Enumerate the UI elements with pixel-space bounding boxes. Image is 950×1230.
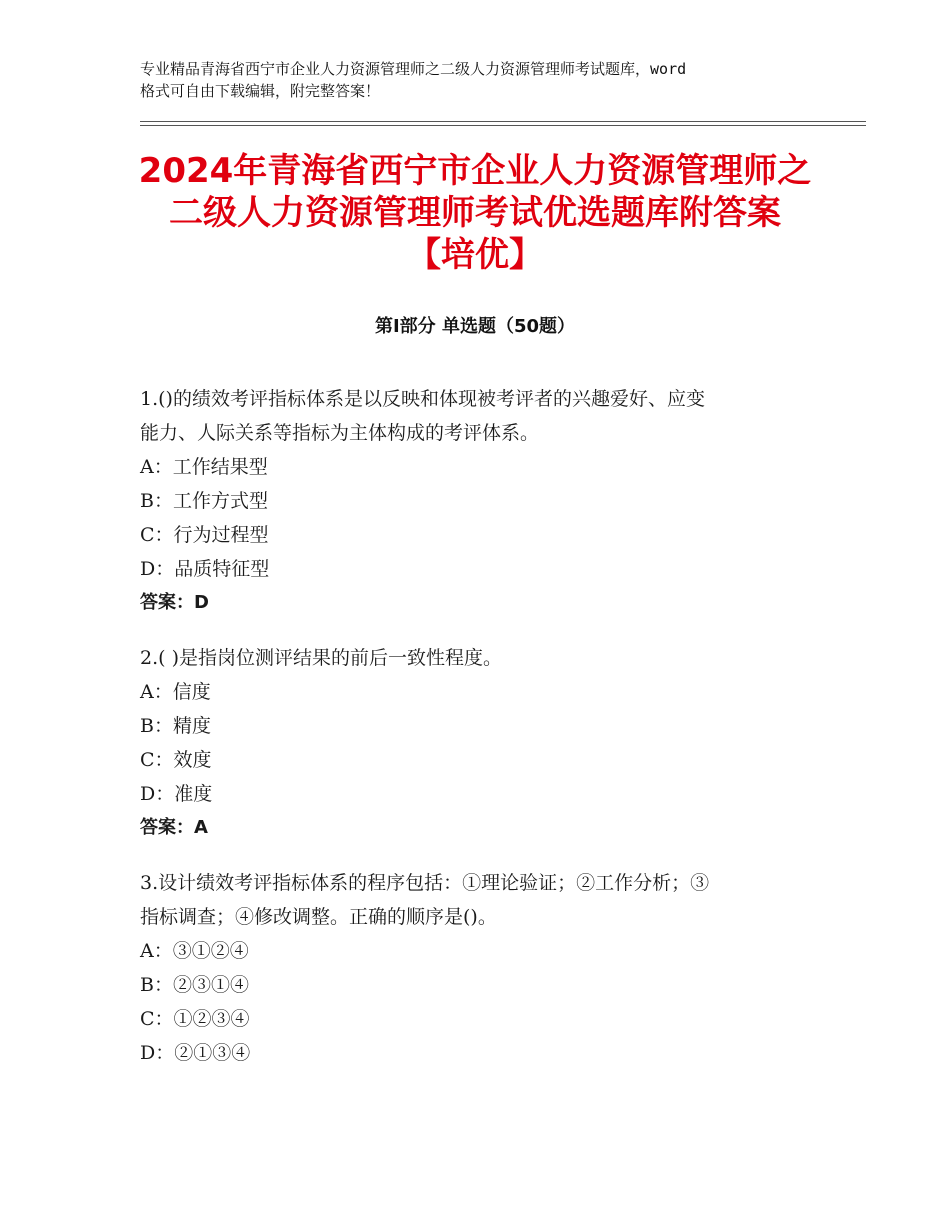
section-title: 第Ⅰ部分 单选题（50题） bbox=[374, 316, 575, 337]
question-1-option-d: D：品质特征型 bbox=[140, 558, 270, 580]
question-list bbox=[140, 382, 820, 1091]
question-3-option-a: A：③①②④ bbox=[140, 940, 249, 962]
question-1 bbox=[140, 382, 820, 620]
question-2-option-c: C：效度 bbox=[140, 749, 212, 771]
header-divider-top bbox=[140, 121, 866, 122]
question-2-option-a: A：信度 bbox=[140, 681, 211, 703]
header-note-line-1: 专业精品青海省西宁市企业人力资源管理师之二级人力资源管理师考试题库，word bbox=[140, 60, 687, 78]
question-1-option-b: B：工作方式型 bbox=[140, 490, 268, 512]
header-divider-bottom bbox=[140, 125, 866, 126]
question-3-option-b: B：②③①④ bbox=[140, 974, 249, 996]
question-3 bbox=[140, 866, 820, 1070]
question-1-option-a: A：工作结果型 bbox=[140, 456, 268, 478]
question-2-stem-line-1: 2.( )是指岗位测评结果的前后一致性程度。 bbox=[140, 647, 502, 669]
title-line-2: 二级人力资源管理师考试优选题库附答案 bbox=[169, 193, 781, 233]
question-2-option-b: B：精度 bbox=[140, 715, 211, 737]
question-1-stem-line-1: 1.()的绩效考评指标体系是以反映和体现被考评者的兴趣爱好、应变 bbox=[140, 388, 705, 410]
question-3-stem-line-2: 指标调查；④修改调整。正确的顺序是()。 bbox=[140, 906, 497, 928]
header-note-line-2: 格式可自由下载编辑，附完整答案！ bbox=[140, 82, 381, 100]
document-title bbox=[100, 150, 850, 276]
question-3-option-c: C：①②③④ bbox=[140, 1008, 250, 1030]
question-2-answer: 答案：A bbox=[140, 817, 208, 838]
question-3-stem-line-1: 3.设计绩效考评指标体系的程序包括：①理论验证；②工作分析；③ bbox=[140, 872, 710, 894]
question-1-option-c: C：行为过程型 bbox=[140, 524, 269, 546]
question-1-answer: 答案：D bbox=[140, 592, 209, 613]
question-3-option-d: D：②①③④ bbox=[140, 1042, 251, 1064]
title-line-3: 【培优】 bbox=[407, 235, 543, 275]
question-2 bbox=[140, 641, 820, 845]
question-2-option-d: D：准度 bbox=[140, 783, 213, 805]
question-1-stem-line-2: 能力、人际关系等指标为主体构成的考评体系。 bbox=[140, 422, 540, 444]
title-line-1: 2024年青海省西宁市企业人力资源管理师之 bbox=[138, 151, 812, 191]
header-note bbox=[140, 58, 840, 102]
